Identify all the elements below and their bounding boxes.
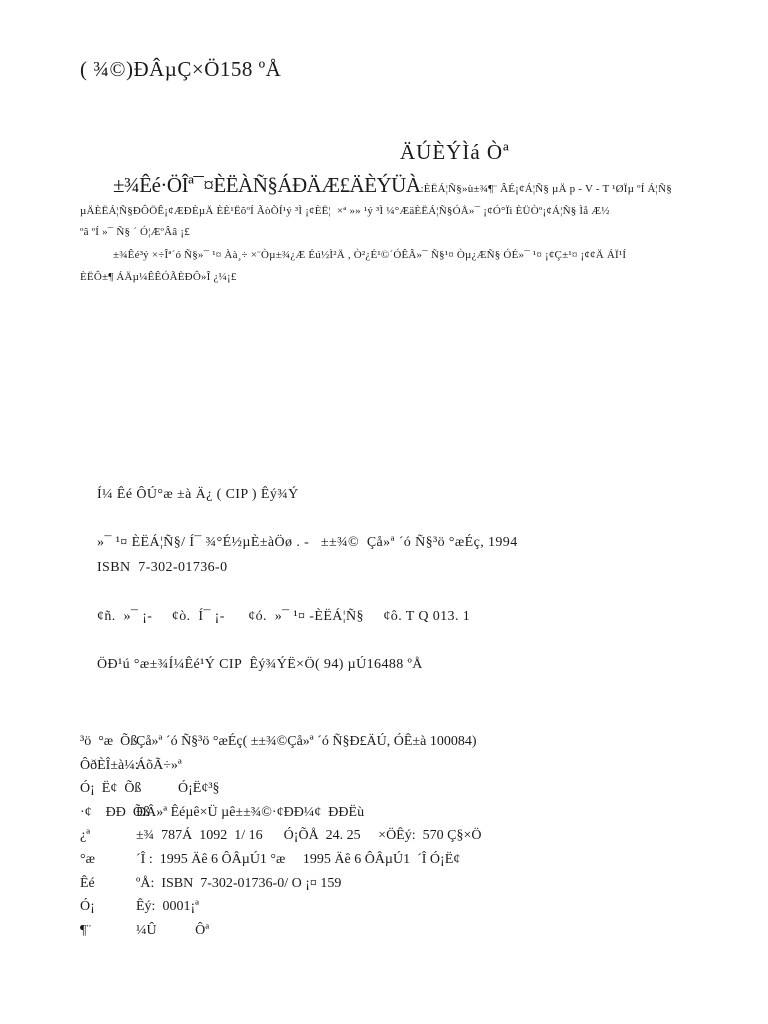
colophon-row: [80, 801, 481, 825]
colophon-value: Çå»ª ´ó Ñ§³ö °æÉç( ±±¾©Çå»ª ´ó Ñ§Ð£ÄÚ, ÓÊ±à 100084): [136, 734, 477, 749]
colophon-row: [80, 848, 481, 872]
colophon-row: [80, 824, 481, 848]
colophon-value: Ó¡Ë¢³§: [136, 781, 220, 797]
colophon-label: Ó¡: [80, 899, 95, 915]
colophon-label: ³ö °æ Õß: [80, 734, 138, 749]
colophon-row: [80, 919, 481, 943]
cip-title: Í¼ Êé ÔÚ°æ ±à Ä¿ ( CIP ) Êý¾Ý: [97, 487, 299, 502]
colophon-value: ÐÂ»ª Êéµê×Ü µê±±¾©·¢ÐÐ¼¢ ÐÐËù: [136, 804, 365, 820]
colophon: [80, 730, 481, 942]
colophon-label: Ó¡ Ë¢ Õß: [80, 781, 142, 797]
cip-line-publisher: »¯ ¹¤ ÈËÁ¦Ñ§/ Í¯ ¾°É½µÈ±àÖø . - ±±¾© Çå»ª ´ó Ñ§³ö °æÉç, 1994: [97, 535, 518, 550]
cip-classification: ¢ñ. »¯ ¡- ¢ò. Í¯ ¡- ¢ó. »¯ ¹¤ -ÈËÁ¦Ñ§ ¢ô. T Q 013. 1: [97, 609, 471, 624]
colophon-value: ºÅ: ISBN 7-302-01736-0/ O ¡¤ 159: [136, 875, 342, 891]
preface-line-1: [113, 173, 672, 198]
cip-record-number: ÖÐ¹ú °æ±¾Í¼Êé¹Ý CIP Êý¾ÝË×Ö( 94) µÚ16488 ºÅ: [97, 657, 423, 672]
preface-title: ÄÚÈÝÌá Òª: [400, 140, 510, 164]
preface-line-1-lead: ±¾Êé·ÖÎª¯¤ÈËÀÑ§ÁÐÄÆ£ÄÈÝÜÀ: [113, 173, 421, 197]
colophon-value: ±¾ 787Á 1092 1/ 16 Ó¡ÕÅ 24. 25 ×ÖÊý: 570 Ç§×Ö: [136, 828, 482, 844]
cip-isbn: ISBN 7-302-01736-0: [97, 560, 228, 575]
colophon-label: ¿ª: [80, 828, 91, 844]
header-reference: ( ¾©)ÐÂµÇ×Ö158 ºÅ: [80, 57, 282, 81]
colophon-value: ´Î : 1995 Äê 6 ÔÂµÚ1 °æ 1995 Äê 6 ÔÂµÚ1 ´Î Ó¡Ë¢: [136, 851, 461, 867]
colophon-value: ÁõÃ÷»ª: [136, 757, 182, 773]
preface-line-2: µÄÈËÁ¦Ñ§ÐÔÖÊ¡¢ÆÐÈµÄ ÈÈ¹ËõºÍ ÃòÕÍ¹ý ³Ì ¡¢ÈË¦ ×ª »» ¹ý ³Ì ¼°ÆäÈËÁ¦Ñ§ÓÅ»¯ ¡¢Ó°Ïì ÈÜÒº¡¢Á¦Ñ§ Ìå Æ½: [80, 205, 610, 217]
colophon-row: [80, 754, 481, 778]
colophon-label: °æ: [80, 851, 95, 867]
colophon-value: Êý: 0001¡ª: [136, 899, 199, 915]
colophon-row: [80, 730, 481, 754]
colophon-label: ¶¨: [80, 922, 92, 938]
preface-line-3: ºâ ºÍ »¯ Ñ§ ´ Ó¦ÆºÂâ ¡£: [80, 226, 190, 238]
colophon-label: ÔðÈÎ±à¼:: [80, 757, 139, 773]
preface-line-1-rest: :ÈËÁ¦Ñ§»ù±¾¶¨ ÂÉ¡¢Á¦Ñ§ µÄ p - V - T ¹ØÏµ ºÍ Á¦Ñ§: [420, 183, 672, 195]
colophon-row: [80, 872, 481, 896]
colophon-label: Êé: [80, 875, 95, 891]
colophon-label: ·¢ ÐÐ Õß: [80, 804, 150, 820]
preface-line-4: ±¾Êé³ý ×÷Îª´ó Ñ§»¯ ¹¤ Àà¸÷ ×¨Òµ±¾¿Æ Éú½Ì²Ä , Ò²¿É¹©´ÓÊÂ»¯ Ñ§¹¤ Òµ¿ÆÑ§ ÓÉ»¯ ¹¤ ¡¢Ç±¹¤ ¡¢¢Ä ÁÏ¹Í: [113, 249, 627, 261]
colophon-value: ¼Û Ôª: [136, 922, 210, 938]
colophon-row: [80, 777, 481, 801]
colophon-row: [80, 895, 481, 919]
preface-line-5: ÈËÔ±¶ ÁÄµ¼ÊÊÓÃÈÐÔ»Î ¿¼¡£: [80, 271, 237, 283]
